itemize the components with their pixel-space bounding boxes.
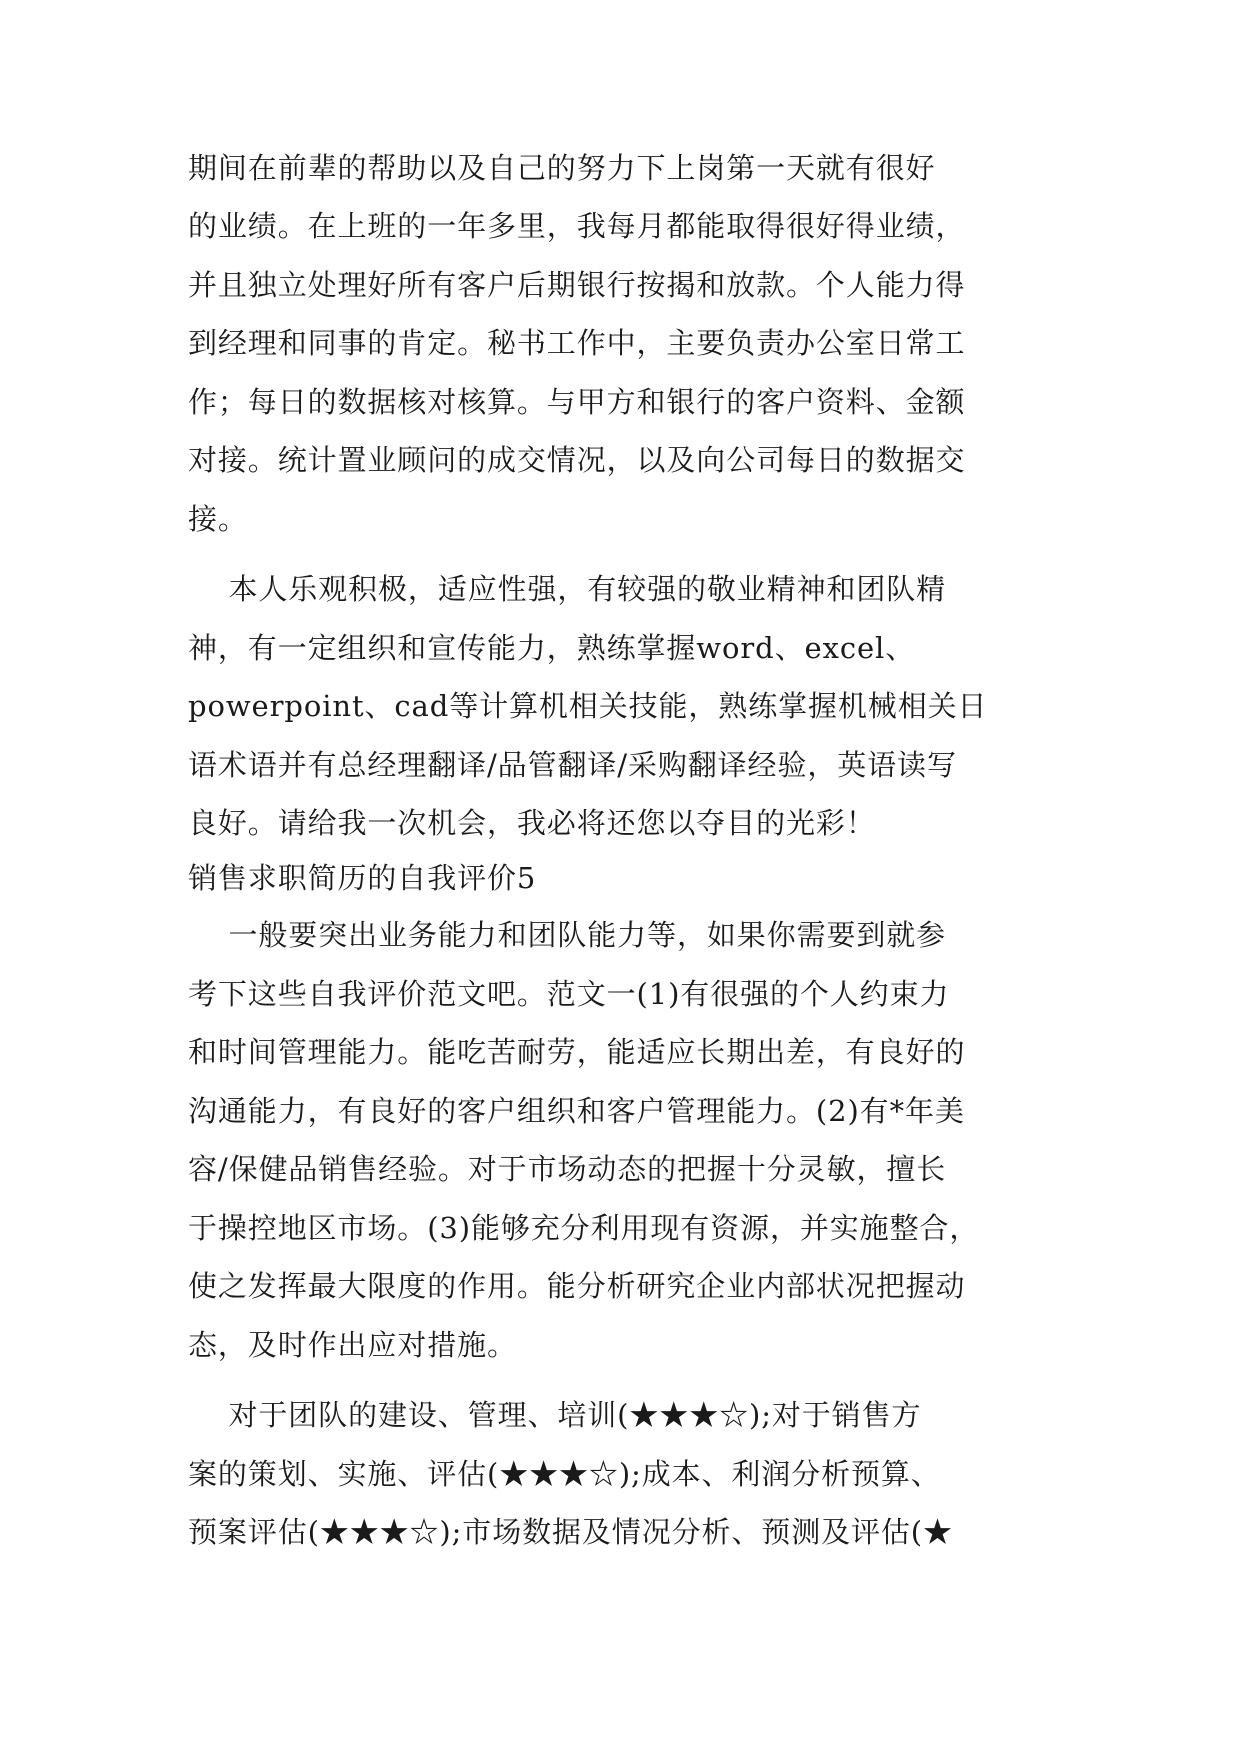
text-line: 对于团队的建设、管理、培训(★★★☆);对于销售方 [188,1398,922,1432]
text-line: 预案评估(★★★☆);市场数据及情况分析、预测及评估(★ [188,1515,953,1549]
text-line: 的业绩。在上班的一年多里，我每月都能取得很好得业绩， [188,209,966,243]
text-line: 和时间管理能力。能吃苦耐劳，能适应长期出差，有良好的 [188,1035,966,1069]
text-line: 作；每日的数据核对核算。与甲方和银行的客户资料、金额 [188,385,966,419]
text-line: 期间在前辈的帮助以及自己的努力下上岗第一天就有很好 [188,151,936,185]
text-line: 一般要突出业务能力和团队能力等，如果你需要到就参 [188,918,947,952]
text-line: 案的策划、实施、评估(★★★☆);成本、利润分析预算、 [188,1457,941,1491]
text-line: powerpoint、cad等计算机相关技能，熟练掌握机械相关日 [188,689,988,723]
text-line: 对接。统计置业顾问的成交情况，以及向公司每日的数据交 [188,443,966,477]
text-line: 使之发挥最大限度的作用。能分析研究企业内部状况把握动 [188,1269,966,1303]
text-line: 态，及时作出应对措施。 [188,1328,517,1362]
text-line: 沟通能力，有良好的客户组织和客户管理能力。(2)有*年美 [188,1094,965,1128]
text-line: 语术语并有总经理翻译/品管翻译/采购翻译经验，英语读写 [188,748,957,782]
text-line: 本人乐观积极，适应性强，有较强的敬业精神和团队精 [188,572,947,606]
text-line: 容/保健品销售经验。对于市场动态的把握十分灵敏，擅长 [188,1152,947,1186]
text-line: 良好。请给我一次机会，我必将还您以夺目的光彩！ [188,806,876,840]
text-line: 接。 [188,502,248,536]
text-line: 考下这些自我评价范文吧。范文一(1)有很强的个人约束力 [188,977,950,1011]
section-heading: 销售求职简历的自我评价5 [188,861,537,895]
text-line: 并且独立处理好所有客户后期银行按揭和放款。个人能力得 [188,268,966,302]
text-line: 到经理和同事的肯定。秘书工作中，主要负责办公室日常工 [188,326,966,360]
text-line: 于操控地区市场。(3)能够充分利用现有资源，并实施整合， [188,1211,980,1245]
text-line: 神，有一定组织和宣传能力，熟练掌握word、excel、 [188,631,916,665]
